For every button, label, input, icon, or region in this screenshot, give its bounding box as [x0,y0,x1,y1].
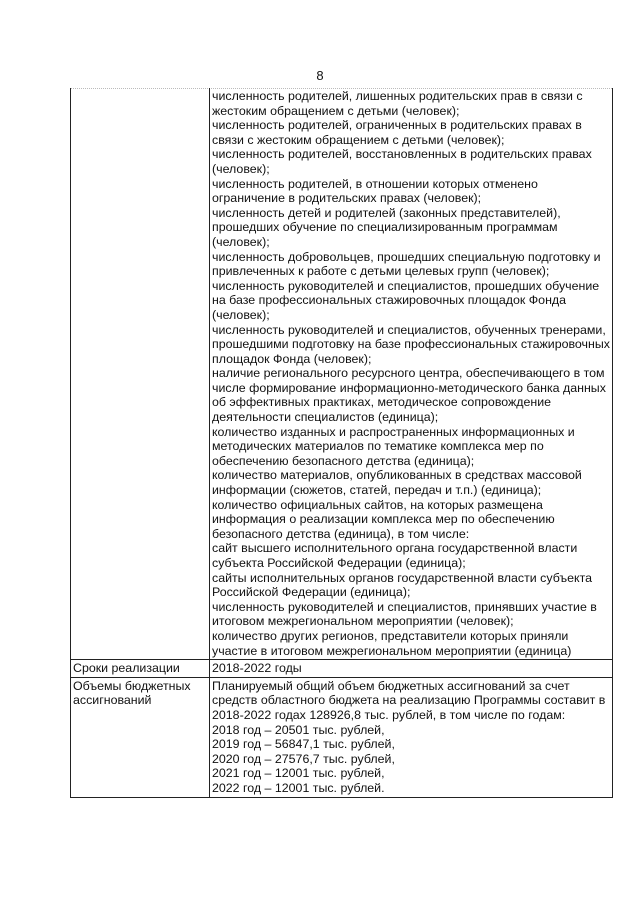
indicator-item: численность родителей, восстановленных в родительских правах (человек); [212,147,592,176]
indicator-item: количество изданных и распространенных информационных и методических материалов по тематике комплекса мер по обеспечению безопасного детства (единица); [212,424,575,468]
table-row-timeframe [71,660,613,678]
budget-year-item: 2021 год – 12001 тыс. рублей, [212,766,385,781]
indicator-item: численность руководителей и специалистов, обученных тренерами, прошедшими подготовку на базе профессиональных стажировочных площадок Фонда (человек); [212,322,610,366]
indicators-cell [210,88,613,660]
row-label-cell [71,660,210,678]
indicator-item: количество официальных сайтов, на которых размещена информация о реализации комплекса мер по обеспечению безопасного детства (единица), в том числе: [212,497,555,541]
timeframe-value: 2018-2022 годы [212,661,302,676]
indicator-item: сайт высшего исполнительного органа государственной власти субъекта Российской Федерации (единица); [212,541,578,570]
indicator-item: численность добровольцев, прошедших специальную подготовку и привлеченных к работе с детьми целевых групп (человек); [212,249,601,279]
indicator-item: количество материалов, опубликованных в средствах массовой информации (сюжетов, статей, передач и т.п.) (единица); [212,468,582,498]
indicator-item: численность детей и родителей (законных представителей), прошедших обучение по специализированным программам (человек); [212,205,561,249]
indicator-item: наличие регионального ресурсного центра, обеспечивающего в том числе формирование информационно-методического банка данных об эффективных практиках, методическое сопровождение деятельности специалистов (единица); [212,366,606,425]
indicator-item: сайты исполнительных органов государственной власти субъекта Российской Федерации (единица); [212,570,592,600]
table-row-indicators [71,88,613,660]
indicator-item: численность родителей, в отношении которых отменено ограничение в родительских правах (человек); [212,176,538,206]
indicator-item: численность руководителей и специалистов, принявших участие в итоговом межрегиональном мероприятии (человек); [212,599,597,629]
budget-summary: Планируемый общий объем бюджетных ассигнований за счет средств областного бюджета на реализацию Программы составит в 2018-2022 годах 128926,8 тыс. рублей, в том числе по годам: [212,678,606,722]
indicator-item: численность родителей, лишенных родительских прав в связи с жестоким обращением с детьми (человек); [212,89,583,118]
indicator-item: численность родителей, ограниченных в родительских правах в связи с жестоким обращением с детьми (человек); [212,118,582,147]
budget-year-item: 2018 год – 20501 тыс. рублей, [212,722,385,737]
row-label-cell [71,88,210,660]
row-label-timeframe: Сроки реализации [73,661,180,676]
budget-year-item: 2020 год – 27576,7 тыс. рублей, [212,751,395,766]
row-label-budget: Объемы бюджетных ассигнований [73,678,191,708]
row-label-cell [71,677,210,797]
page-number: 8 [316,68,324,83]
budget-year-item: 2019 год – 56847,1 тыс. рублей, [212,737,395,752]
indicator-item: численность руководителей и специалистов, прошедших обучение на базе профессиональных стажировочных площадок Фонда (человек); [212,278,600,322]
budget-cell [210,677,613,797]
passport-table [70,88,613,798]
indicator-item: количество других регионов, представители которых приняли участие в итоговом межрегиональном мероприятии (единица) [212,628,572,658]
table-row-budget [71,677,613,797]
timeframe-cell [210,660,613,678]
budget-year-item: 2022 год – 12001 тыс. рублей. [212,780,385,795]
